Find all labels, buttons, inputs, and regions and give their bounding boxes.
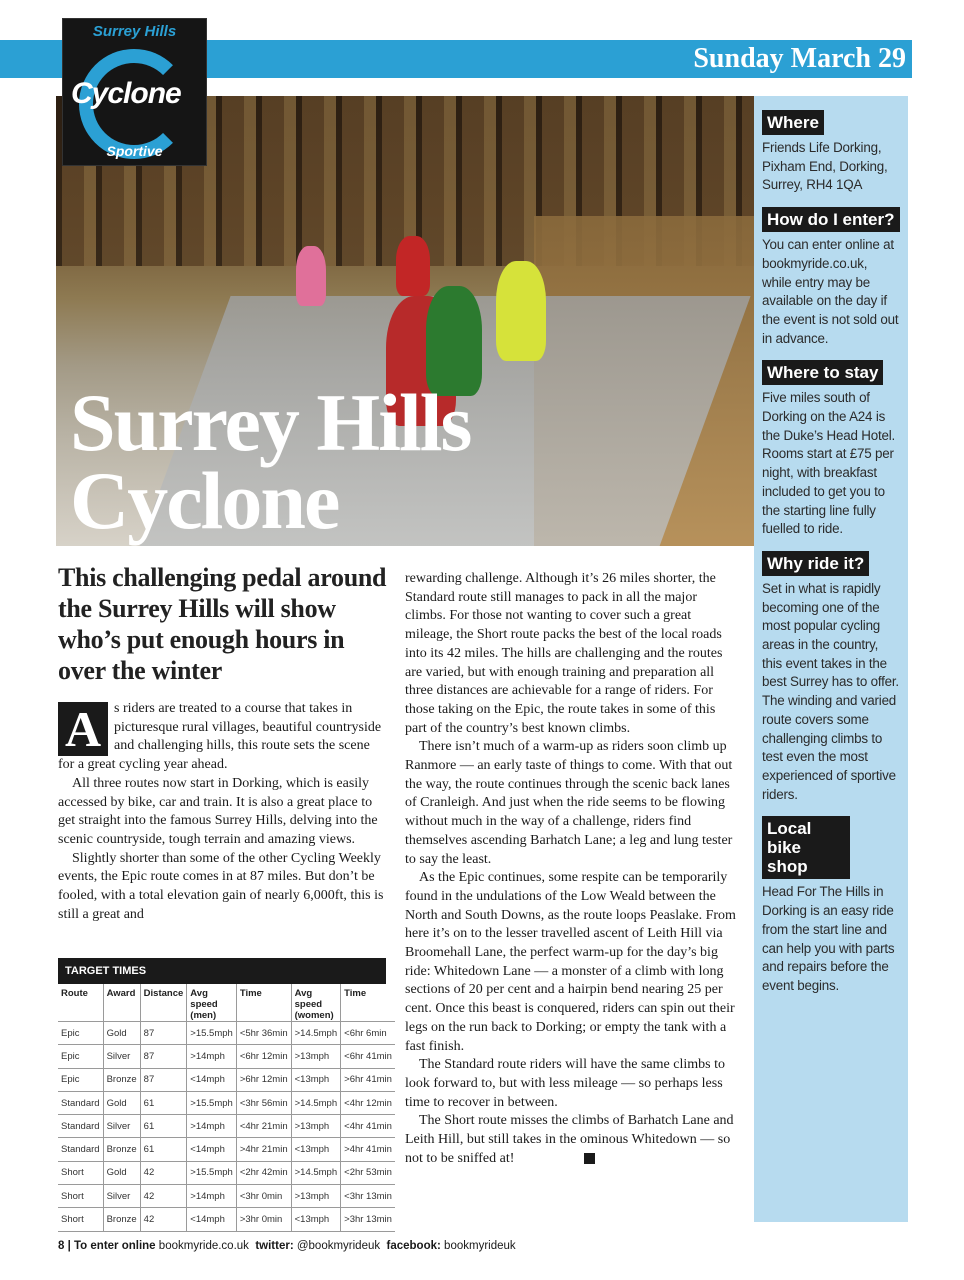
- column-header: Distance: [140, 984, 187, 1022]
- enter-heading: How do I enter?: [762, 207, 900, 232]
- column-header: Award: [103, 984, 140, 1022]
- target-times-table: [58, 984, 395, 1232]
- stay-heading: Where to stay: [762, 360, 883, 385]
- end-mark-icon: [584, 1153, 595, 1164]
- table-cell: Gold: [103, 1022, 140, 1045]
- table-cell: >15.5mph: [187, 1091, 237, 1114]
- table-cell: Short: [58, 1161, 103, 1184]
- table-cell: 87: [140, 1022, 187, 1045]
- table-row: [58, 1045, 395, 1068]
- table-cell: <4hr 21min: [236, 1115, 291, 1138]
- column-header: Time: [341, 984, 395, 1022]
- table-row: [58, 1161, 395, 1184]
- table-cell: <2hr 42min: [236, 1161, 291, 1184]
- table-cell: Silver: [103, 1115, 140, 1138]
- table-cell: 61: [140, 1091, 187, 1114]
- page-footer: 8 | To enter online bookmyride.co.uk twitter: @bookmyrideuk facebook: bookmyrideuk: [58, 1240, 516, 1252]
- drop-cap: A: [58, 702, 108, 756]
- cyclone-logo: [62, 18, 207, 166]
- logo-main-text: Cyclone: [71, 77, 181, 110]
- table-cell: >14.5mph: [291, 1022, 341, 1045]
- page-number: 8: [58, 1240, 65, 1252]
- table-cell: Epic: [58, 1045, 103, 1068]
- table-row: [58, 1185, 395, 1208]
- logo-top-text: Surrey Hills: [92, 23, 177, 40]
- table-cell: >3hr 0min: [236, 1208, 291, 1231]
- column-header: Avg speed (women): [291, 984, 341, 1022]
- table-cell: <6hr 6min: [341, 1022, 395, 1045]
- table-cell: >14mph: [187, 1185, 237, 1208]
- table-cell: >4hr 41min: [341, 1138, 395, 1161]
- paragraph: All three routes now start in Dorking, which is easily accessed by bike, car and train. It is also a great place to get straight into the famous Surrey Hills, delving into the scenic countryside, tough terrain and amazing views.: [58, 775, 378, 847]
- table-cell: >6hr 41min: [341, 1068, 395, 1091]
- table-cell: Bronze: [103, 1068, 140, 1091]
- table-cell: Epic: [58, 1068, 103, 1091]
- shop-text: Head For The Hills in Dorking is an easy ride from the start line and can help you with parts and repairs before the event begins.: [762, 884, 895, 993]
- title-line-1: Surrey Hills: [70, 377, 471, 468]
- table-cell: >3hr 13min: [341, 1208, 395, 1231]
- table-cell: Short: [58, 1208, 103, 1231]
- table-row: [58, 1138, 395, 1161]
- table-cell: Bronze: [103, 1138, 140, 1161]
- table-row: [58, 1115, 395, 1138]
- table-cell: >4hr 21min: [236, 1138, 291, 1161]
- footer-enter-link[interactable]: bookmyride.co.uk: [158, 1240, 249, 1252]
- table-cell: 61: [140, 1115, 187, 1138]
- table-cell: <3hr 0min: [236, 1185, 291, 1208]
- table-cell: <2hr 53min: [341, 1161, 395, 1184]
- table-row: [58, 1091, 395, 1114]
- table-row: [58, 1208, 395, 1231]
- table-cell: >13mph: [291, 1115, 341, 1138]
- table-cell: >15.5mph: [187, 1161, 237, 1184]
- why-text: Set in what is rapidly becoming one of the most popular cycling areas in the country, this event takes in the best Surrey has to offer. The winding and varied route covers some challenging climbs to test even the most experienced of sportive riders.: [762, 580, 899, 802]
- footer-twitter-link[interactable]: @bookmyrideuk: [296, 1240, 381, 1252]
- table-cell: >15.5mph: [187, 1022, 237, 1045]
- table-cell: >14.5mph: [291, 1161, 341, 1184]
- table-row: [58, 1068, 395, 1091]
- table-cell: Bronze: [103, 1208, 140, 1231]
- why-heading: Why ride it?: [762, 551, 869, 576]
- table-cell: Short: [58, 1185, 103, 1208]
- footer-facebook-label: facebook:: [386, 1240, 441, 1252]
- target-times-title: TARGET TIMES: [58, 958, 386, 984]
- table-cell: Standard: [58, 1138, 103, 1161]
- footer-enter-label: To enter online: [74, 1240, 156, 1252]
- footer-facebook-link[interactable]: bookmyrideuk: [444, 1240, 516, 1252]
- table-cell: >6hr 12min: [236, 1068, 291, 1091]
- column-header: Time: [236, 984, 291, 1022]
- paragraph: [405, 1112, 740, 1168]
- table-cell: <6hr 12min: [236, 1045, 291, 1068]
- table-cell: 87: [140, 1068, 187, 1091]
- rider-figure: [496, 261, 546, 361]
- shop-heading: Local bike shop: [762, 816, 850, 879]
- event-date: Sunday March 29: [693, 43, 906, 74]
- table-cell: <4hr 12min: [341, 1091, 395, 1114]
- stay-text: Five miles south of Dorking on the A24 is the Duke’s Head Hotel. Rooms start at £75 per night, with breakfast included to get you to the starting line fully fuelled to ride.: [762, 390, 896, 537]
- enter-text: You can enter online at bookmyride.co.uk, while entry may be available on the day if the event is not sold out in advance.: [762, 237, 899, 346]
- body-column-right: [405, 570, 740, 1169]
- paragraph: The Standard route riders will have the same climbs to look forward to, but with less mileage — so perhaps less time to recover in between.: [405, 1057, 725, 1110]
- table-cell: >13mph: [291, 1045, 341, 1068]
- table-cell: 42: [140, 1161, 187, 1184]
- table-cell: >14mph: [187, 1115, 237, 1138]
- info-sidebar: [754, 96, 908, 1222]
- table-cell: >13mph: [291, 1185, 341, 1208]
- table-cell: >14mph: [187, 1045, 237, 1068]
- column-header: Route: [61, 988, 88, 999]
- paragraph-text: The Short route misses the climbs of Barhatch Lane and Leith Hill, but still takes in the ominous Whitedown — so not to be sniffed at!: [405, 1113, 734, 1166]
- table-cell: <5hr 36min: [236, 1022, 291, 1045]
- target-times-box: [58, 958, 392, 1232]
- standfirst: This challenging pedal around the Surrey Hills will show who’s put enough hours in over the winter: [58, 563, 387, 685]
- table-cell: <13mph: [291, 1208, 341, 1231]
- table-cell: <14mph: [187, 1208, 237, 1231]
- table-cell: >14.5mph: [291, 1091, 341, 1114]
- logo-bottom-text: Sportive: [106, 143, 163, 159]
- paragraph: As the Epic continues, some respite can be temporarily found in the undulations of the Low Weald between the North and South Downs, as the route loops Peaslake. From here it’s on to the lesser travelled ascent of Leith Hill via Broomehall Lane, the perfect warm-up for the day’s big ride: Whitedown Lane — a monster of a climb with long sections of 20 per cent and a hairpin bend nearing 25 per cent. Once this beast is conquered, riders can spin out their legs on the run back to Dorking; or empty the tank with a fast finish.: [405, 870, 736, 1054]
- table-cell: Standard: [58, 1091, 103, 1114]
- rider-figure: [396, 236, 430, 296]
- table-cell: <3hr 13min: [341, 1185, 395, 1208]
- paragraph: Slightly shorter than some of the other Cycling Weekly events, the Epic route comes in at 87 miles. But don’t be fooled, with a total elevation gain of nearly 6,000ft, this is still a great and: [58, 850, 384, 922]
- table-cell: Epic: [58, 1022, 103, 1045]
- table-cell: <3hr 56min: [236, 1091, 291, 1114]
- table-cell: 87: [140, 1045, 187, 1068]
- paragraph: [58, 700, 386, 775]
- where-heading: Where: [762, 110, 824, 135]
- where-text: Friends Life Dorking, Pixham End, Dorking, Surrey, RH4 1QA: [762, 140, 888, 193]
- table-cell: Standard: [58, 1115, 103, 1138]
- table-row: [58, 1022, 395, 1045]
- table-cell: 42: [140, 1185, 187, 1208]
- table-cell: 61: [140, 1138, 187, 1161]
- body-column-left: [58, 700, 386, 924]
- paragraph-text: s riders are treated to a course that takes in picturesque rural villages, beautiful countryside and challenging hills, this route sets the scene for a great cycling year ahead.: [58, 701, 382, 773]
- table-cell: <4hr 41min: [341, 1115, 395, 1138]
- column-header: Avg speed (men): [187, 984, 237, 1022]
- table-cell: <14mph: [187, 1138, 237, 1161]
- table-cell: Silver: [103, 1045, 140, 1068]
- paragraph: There isn’t much of a warm-up as riders soon climb up Ranmore — an early taste of things to come. With that out the way, the route continues through the scenic back lanes of Cranleigh. And just when the ride seems to be flowing without much in the way of a challenge, riders find themselves ascending Barhatch Lane; a leg and lung tester to say the least.: [405, 739, 733, 867]
- table-cell: 42: [140, 1208, 187, 1231]
- table-cell: <14mph: [187, 1068, 237, 1091]
- table-header-row: [58, 984, 395, 1022]
- table-cell: <13mph: [291, 1068, 341, 1091]
- table-cell: Gold: [103, 1091, 140, 1114]
- table-cell: Silver: [103, 1185, 140, 1208]
- article-title: [70, 377, 471, 546]
- rider-figure: [296, 246, 326, 306]
- table-cell: <13mph: [291, 1138, 341, 1161]
- table-cell: Gold: [103, 1161, 140, 1184]
- title-line-2: Cyclone: [70, 455, 339, 546]
- footer-twitter-label: twitter:: [255, 1240, 294, 1252]
- paragraph: rewarding challenge. Although it’s 26 miles shorter, the Standard route still manages to pack in all the major climbs. For those not wanting to cover such a great mileage, the Short route packs the best of the local roads into its 42 miles. The hills are challenging and the routes are varied, but with enough training and preparation all three distances are achievable for a range of riders. For those taking on the Epic, the route takes in some of this part of the country’s best known climbs.: [405, 571, 723, 736]
- table-cell: <6hr 41min: [341, 1045, 395, 1068]
